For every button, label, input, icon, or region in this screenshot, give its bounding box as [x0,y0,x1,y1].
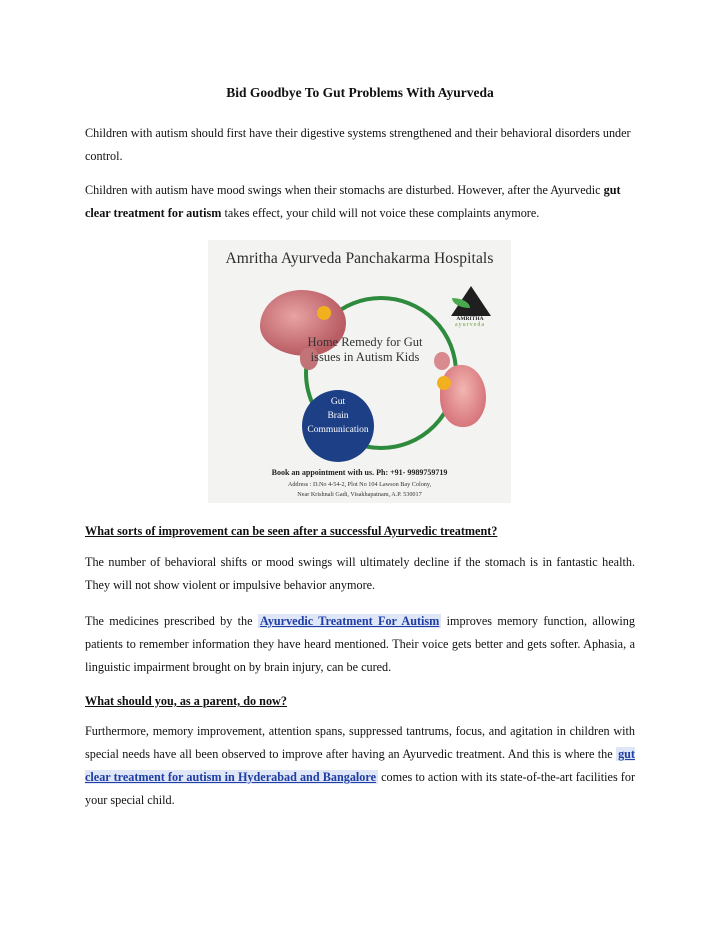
mood-paragraph [85,179,635,225]
medicine-paragraph [85,610,635,679]
label-communication: Communication [307,425,369,435]
remedy-caption [296,335,434,365]
parent-paragraph [85,720,635,812]
medicine-text-end: improves memory function, allowing patients to remember information they have heard mentioned. Their voice gets better and gets softer. Aphasia, a linguistic impairment brought on by brain injury, can be cured. [85,614,635,674]
logo-name: AMRITHA [456,316,484,322]
hospital-infographic [208,240,511,503]
address-line-1: Address : D.No 4-54-2, Plot No 104 Lawson Bay Colony, [287,481,432,488]
intro-paragraph [85,122,635,168]
improvement-text: The number of behavioral shifts or mood swings will ultimately decline if the stomach is in fantastic health. They will not show violent or impulsive behavior anymore. [85,555,635,592]
appointment-line: Book an appointment with us. Ph: +91- 9989759719 [271,468,448,477]
intro-text: Children with autism should first have their digestive systems strengthened and their behavioral disorders under control. [85,126,631,163]
improvement-paragraph [85,551,635,597]
infographic-header: Amritha Ayurveda Panchakarma Hospitals [225,250,494,267]
intestine-icon [440,365,486,427]
ayurvedic-treatment-link[interactable]: Ayurvedic Treatment For Autism [259,614,440,628]
medicine-text-start: The medicines prescribed by the [85,614,258,628]
address-line-2: Near Krishnali Gadi, Visakhapatnam, A.P. 530017 [297,491,422,498]
logo-subtitle: ayurveda [455,322,485,328]
remedy-caption-line2: issues in Autism Kids [310,350,420,364]
mood-text-end: takes effect, your child will not voice these complaints anymore. [221,206,540,220]
remedy-caption-line1: Home Remedy for Gut [307,335,423,349]
mood-text-start: Children with autism have mood swings when their stomachs are disturbed. However, after the Ayurvedic [85,183,604,197]
brain-connector-dot [317,306,331,320]
label-gut: Gut [330,397,346,407]
page-title: Bid Goodbye To Gut Problems With Ayurveda [226,85,494,100]
communication-labels [298,395,378,437]
esophagus-icon [434,352,450,370]
improvement-heading: What sorts of improvement can be seen after a successful Ayurvedic treatment? [85,524,498,538]
hyderabad-bangalore-link[interactable]: gut clear treatment for autism in Hyderabad and Bangalore [85,747,635,784]
mood-bold-phrase: gut clear treatment for autism [85,183,621,220]
parent-heading: What should you, as a parent, do now? [85,694,287,708]
parent-text-end: comes to action with its state-of-the-art facilities for your special child. [85,770,636,807]
parent-text-start: Furthermore, memory improvement, attention spans, suppressed tantrums, focus, and agitation in children with special needs have all been observed to improve after having an Ayurvedic treatment. And this is where the [85,724,635,761]
label-brain: Brain [327,411,349,421]
gut-connector-dot [437,376,451,390]
